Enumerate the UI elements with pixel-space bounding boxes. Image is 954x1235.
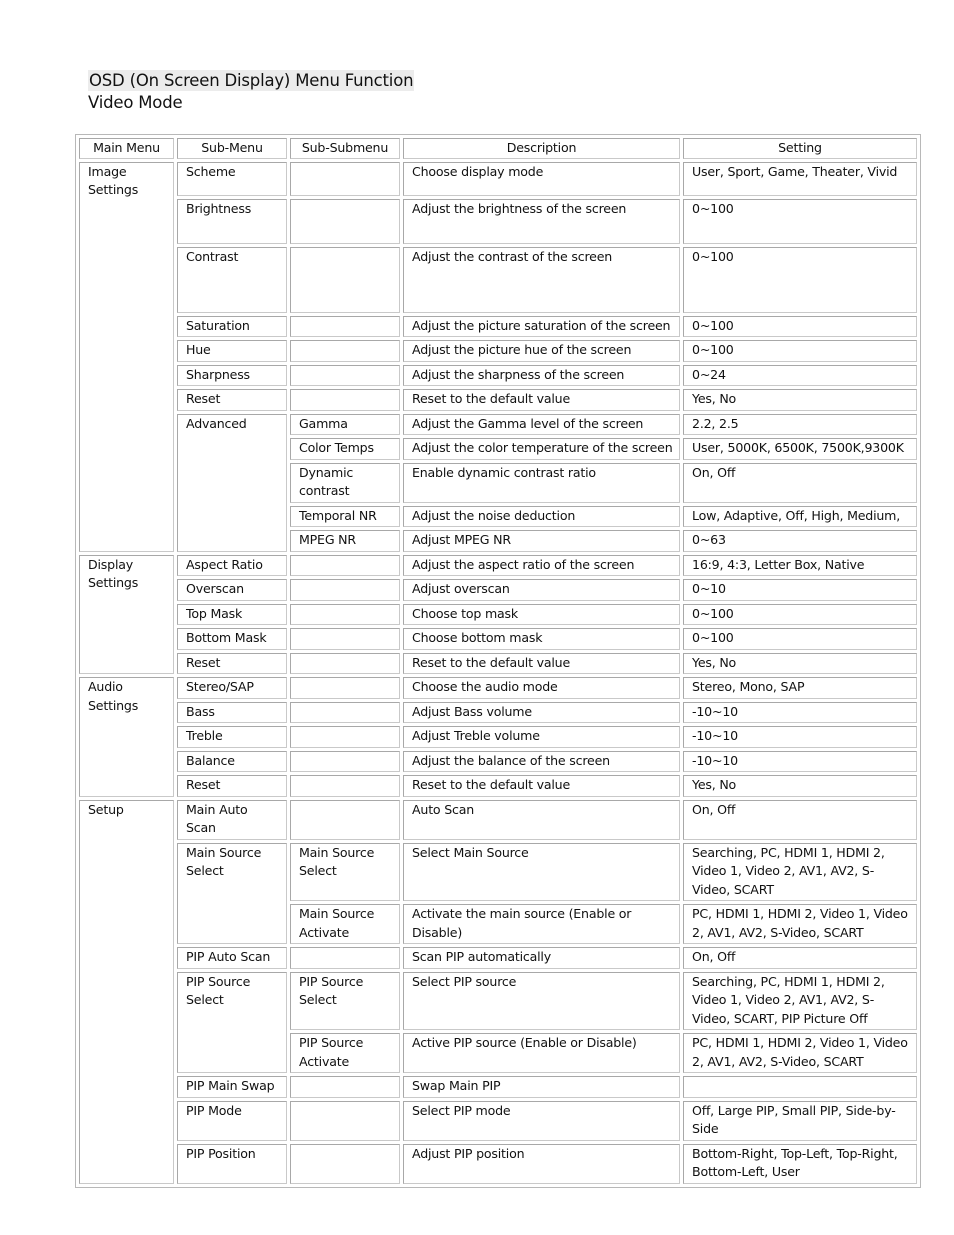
table-row (79, 628, 917, 650)
description-cell: Adjust the picture hue of the screen (403, 340, 680, 362)
sub-submenu-cell (290, 1101, 400, 1141)
main-menu-cell: Setup (79, 800, 174, 1184)
table-row (79, 340, 917, 362)
main-menu-cell: Audio Settings (79, 677, 174, 797)
sub-submenu-cell: Color Temps (290, 438, 400, 460)
sub-menu-cell: PIP Mode (177, 1101, 287, 1141)
sub-submenu-cell: PIP Source Select (290, 972, 400, 1031)
table-row (79, 389, 917, 411)
table-row (79, 247, 917, 313)
setting-cell: On, Off (683, 800, 917, 840)
table-row (79, 1076, 917, 1098)
description-cell: Adjust the balance of the screen (403, 751, 680, 773)
sub-menu-cell: PIP Source Select (177, 972, 287, 1074)
sub-submenu-cell (290, 579, 400, 601)
table-row (79, 1144, 917, 1184)
description-cell: Reset to the default value (403, 389, 680, 411)
table-row (79, 555, 917, 577)
sub-submenu-cell (290, 751, 400, 773)
setting-cell: User, 5000K, 6500K, 7500K,9300K (683, 438, 917, 460)
sub-menu-cell: PIP Position (177, 1144, 287, 1184)
setting-cell: PC, HDMI 1, HDMI 2, Video 1, Video 2, AV1, AV2, S-Video, SCART (683, 1033, 917, 1073)
setting-cell (683, 1076, 917, 1098)
sub-submenu-cell (290, 775, 400, 797)
setting-cell: -10~10 (683, 702, 917, 724)
sub-menu-cell: Contrast (177, 247, 287, 313)
sub-menu-cell: Scheme (177, 162, 287, 196)
description-cell: Scan PIP automatically (403, 947, 680, 969)
setting-cell: User, Sport, Game, Theater, Vivid (683, 162, 917, 196)
description-cell: Choose bottom mask (403, 628, 680, 650)
description-cell: Adjust Bass volume (403, 702, 680, 724)
setting-cell: Yes, No (683, 775, 917, 797)
sub-menu-cell: Hue (177, 340, 287, 362)
description-cell: Adjust the aspect ratio of the screen (403, 555, 680, 577)
sub-submenu-cell (290, 726, 400, 748)
sub-submenu-cell: PIP Source Activate (290, 1033, 400, 1073)
table-row (79, 199, 917, 244)
setting-cell: Bottom-Right, Top-Left, Top-Right, Bottom-Left, User (683, 1144, 917, 1184)
setting-cell: 0~100 (683, 247, 917, 313)
table-row (79, 947, 917, 969)
sub-submenu-cell: MPEG NR (290, 530, 400, 552)
table-row (79, 677, 917, 699)
setting-cell: PC, HDMI 1, HDMI 2, Video 1, Video 2, AV1, AV2, S-Video, SCART (683, 904, 917, 944)
table-row (79, 800, 917, 840)
setting-cell: 0~100 (683, 316, 917, 338)
sub-submenu-cell: Temporal NR (290, 506, 400, 528)
setting-cell: Off, Large PIP, Small PIP, Side-by-Side (683, 1101, 917, 1141)
description-cell: Auto Scan (403, 800, 680, 840)
document-subtitle: Video Mode (88, 93, 183, 112)
header-main-menu: Main Menu (79, 138, 174, 159)
description-cell: Reset to the default value (403, 653, 680, 675)
description-cell: Adjust the sharpness of the screen (403, 365, 680, 387)
setting-cell: 0~100 (683, 199, 917, 244)
sub-menu-cell: Sharpness (177, 365, 287, 387)
description-cell: Adjust PIP position (403, 1144, 680, 1184)
sub-submenu-cell: Main Source Activate (290, 904, 400, 944)
setting-cell: 2.2, 2.5 (683, 414, 917, 436)
sub-menu-cell: PIP Main Swap (177, 1076, 287, 1098)
table-row (79, 1101, 917, 1141)
setting-cell: On, Off (683, 947, 917, 969)
description-cell: Adjust MPEG NR (403, 530, 680, 552)
setting-cell: -10~10 (683, 726, 917, 748)
sub-submenu-cell (290, 604, 400, 626)
setting-cell: -10~10 (683, 751, 917, 773)
header-setting: Setting (683, 138, 917, 159)
sub-menu-cell: Top Mask (177, 604, 287, 626)
sub-menu-cell: Reset (177, 775, 287, 797)
sub-submenu-cell (290, 947, 400, 969)
sub-menu-cell: Stereo/SAP (177, 677, 287, 699)
table-row (79, 414, 917, 436)
sub-menu-cell: Brightness (177, 199, 287, 244)
description-cell: Adjust overscan (403, 579, 680, 601)
description-cell: Choose display mode (403, 162, 680, 196)
sub-submenu-cell: Gamma (290, 414, 400, 436)
description-cell: Adjust the Gamma level of the screen (403, 414, 680, 436)
table-row (79, 162, 917, 196)
sub-menu-cell: Treble (177, 726, 287, 748)
main-menu-cell: Image Settings (79, 162, 174, 552)
sub-submenu-cell (290, 1144, 400, 1184)
setting-cell: Low, Adaptive, Off, High, Medium, (683, 506, 917, 528)
sub-submenu-cell (290, 677, 400, 699)
sub-menu-cell: Reset (177, 653, 287, 675)
setting-cell: 0~100 (683, 628, 917, 650)
header-sub-submenu: Sub-Submenu (290, 138, 400, 159)
setting-cell: Stereo, Mono, SAP (683, 677, 917, 699)
table-body (79, 162, 917, 1184)
sub-menu-cell: Balance (177, 751, 287, 773)
setting-cell: Searching, PC, HDMI 1, HDMI 2, Video 1, Video 2, AV1, AV2, S-Video, SCART, PIP Picture Off (683, 972, 917, 1031)
description-cell: Choose the audio mode (403, 677, 680, 699)
sub-menu-cell: Main Source Select (177, 843, 287, 945)
setting-cell: On, Off (683, 463, 917, 503)
sub-submenu-cell (290, 653, 400, 675)
sub-submenu-cell (290, 1076, 400, 1098)
main-menu-cell: Display Settings (79, 555, 174, 675)
setting-cell: Searching, PC, HDMI 1, HDMI 2, Video 1, Video 2, AV1, AV2, S-Video, SCART (683, 843, 917, 902)
sub-submenu-cell (290, 247, 400, 313)
description-cell: Select PIP mode (403, 1101, 680, 1141)
document-title: OSD (On Screen Display) Menu Function (89, 71, 414, 90)
sub-submenu-cell (290, 389, 400, 411)
sub-submenu-cell: Main Source Select (290, 843, 400, 902)
table-row (79, 751, 917, 773)
table-row (79, 316, 917, 338)
sub-submenu-cell (290, 199, 400, 244)
description-cell: Reset to the default value (403, 775, 680, 797)
sub-menu-cell: Advanced (177, 414, 287, 552)
sub-submenu-cell (290, 628, 400, 650)
table-row (79, 775, 917, 797)
setting-cell: Yes, No (683, 389, 917, 411)
description-cell: Adjust the picture saturation of the screen (403, 316, 680, 338)
table-row (79, 604, 917, 626)
table-row (79, 653, 917, 675)
sub-menu-cell: Reset (177, 389, 287, 411)
setting-cell: 0~10 (683, 579, 917, 601)
header-description: Description (403, 138, 680, 159)
table-row (79, 365, 917, 387)
sub-menu-cell: PIP Auto Scan (177, 947, 287, 969)
document-heading (88, 70, 414, 113)
description-cell: Adjust the contrast of the screen (403, 247, 680, 313)
osd-menu-table (75, 134, 921, 1188)
description-cell: Adjust the brightness of the screen (403, 199, 680, 244)
table-row (79, 843, 917, 902)
setting-cell: 0~100 (683, 604, 917, 626)
description-cell: Select PIP source (403, 972, 680, 1031)
setting-cell: 0~63 (683, 530, 917, 552)
setting-cell: 0~100 (683, 340, 917, 362)
header-sub-menu: Sub-Menu (177, 138, 287, 159)
sub-submenu-cell (290, 316, 400, 338)
description-cell: Swap Main PIP (403, 1076, 680, 1098)
table-row (79, 726, 917, 748)
description-cell: Choose top mask (403, 604, 680, 626)
setting-cell: Yes, No (683, 653, 917, 675)
setting-cell: 16:9, 4:3, Letter Box, Native (683, 555, 917, 577)
table-row (79, 579, 917, 601)
sub-menu-cell: Main Auto Scan (177, 800, 287, 840)
description-cell: Select Main Source (403, 843, 680, 902)
sub-menu-cell: Bass (177, 702, 287, 724)
sub-menu-cell: Bottom Mask (177, 628, 287, 650)
sub-submenu-cell: Dynamic contrast (290, 463, 400, 503)
sub-submenu-cell (290, 162, 400, 196)
description-cell: Adjust the color temperature of the screen (403, 438, 680, 460)
sub-menu-cell: Saturation (177, 316, 287, 338)
sub-submenu-cell (290, 555, 400, 577)
description-cell: Active PIP source (Enable or Disable) (403, 1033, 680, 1073)
description-cell: Adjust Treble volume (403, 726, 680, 748)
sub-submenu-cell (290, 340, 400, 362)
description-cell: Activate the main source (Enable or Disable) (403, 904, 680, 944)
sub-menu-cell: Aspect Ratio (177, 555, 287, 577)
setting-cell: 0~24 (683, 365, 917, 387)
description-cell: Enable dynamic contrast ratio (403, 463, 680, 503)
sub-submenu-cell (290, 702, 400, 724)
table-row (79, 702, 917, 724)
description-cell: Adjust the noise deduction (403, 506, 680, 528)
table-header-row (79, 138, 917, 159)
sub-submenu-cell (290, 800, 400, 840)
sub-menu-cell: Overscan (177, 579, 287, 601)
table-row (79, 972, 917, 1031)
sub-submenu-cell (290, 365, 400, 387)
